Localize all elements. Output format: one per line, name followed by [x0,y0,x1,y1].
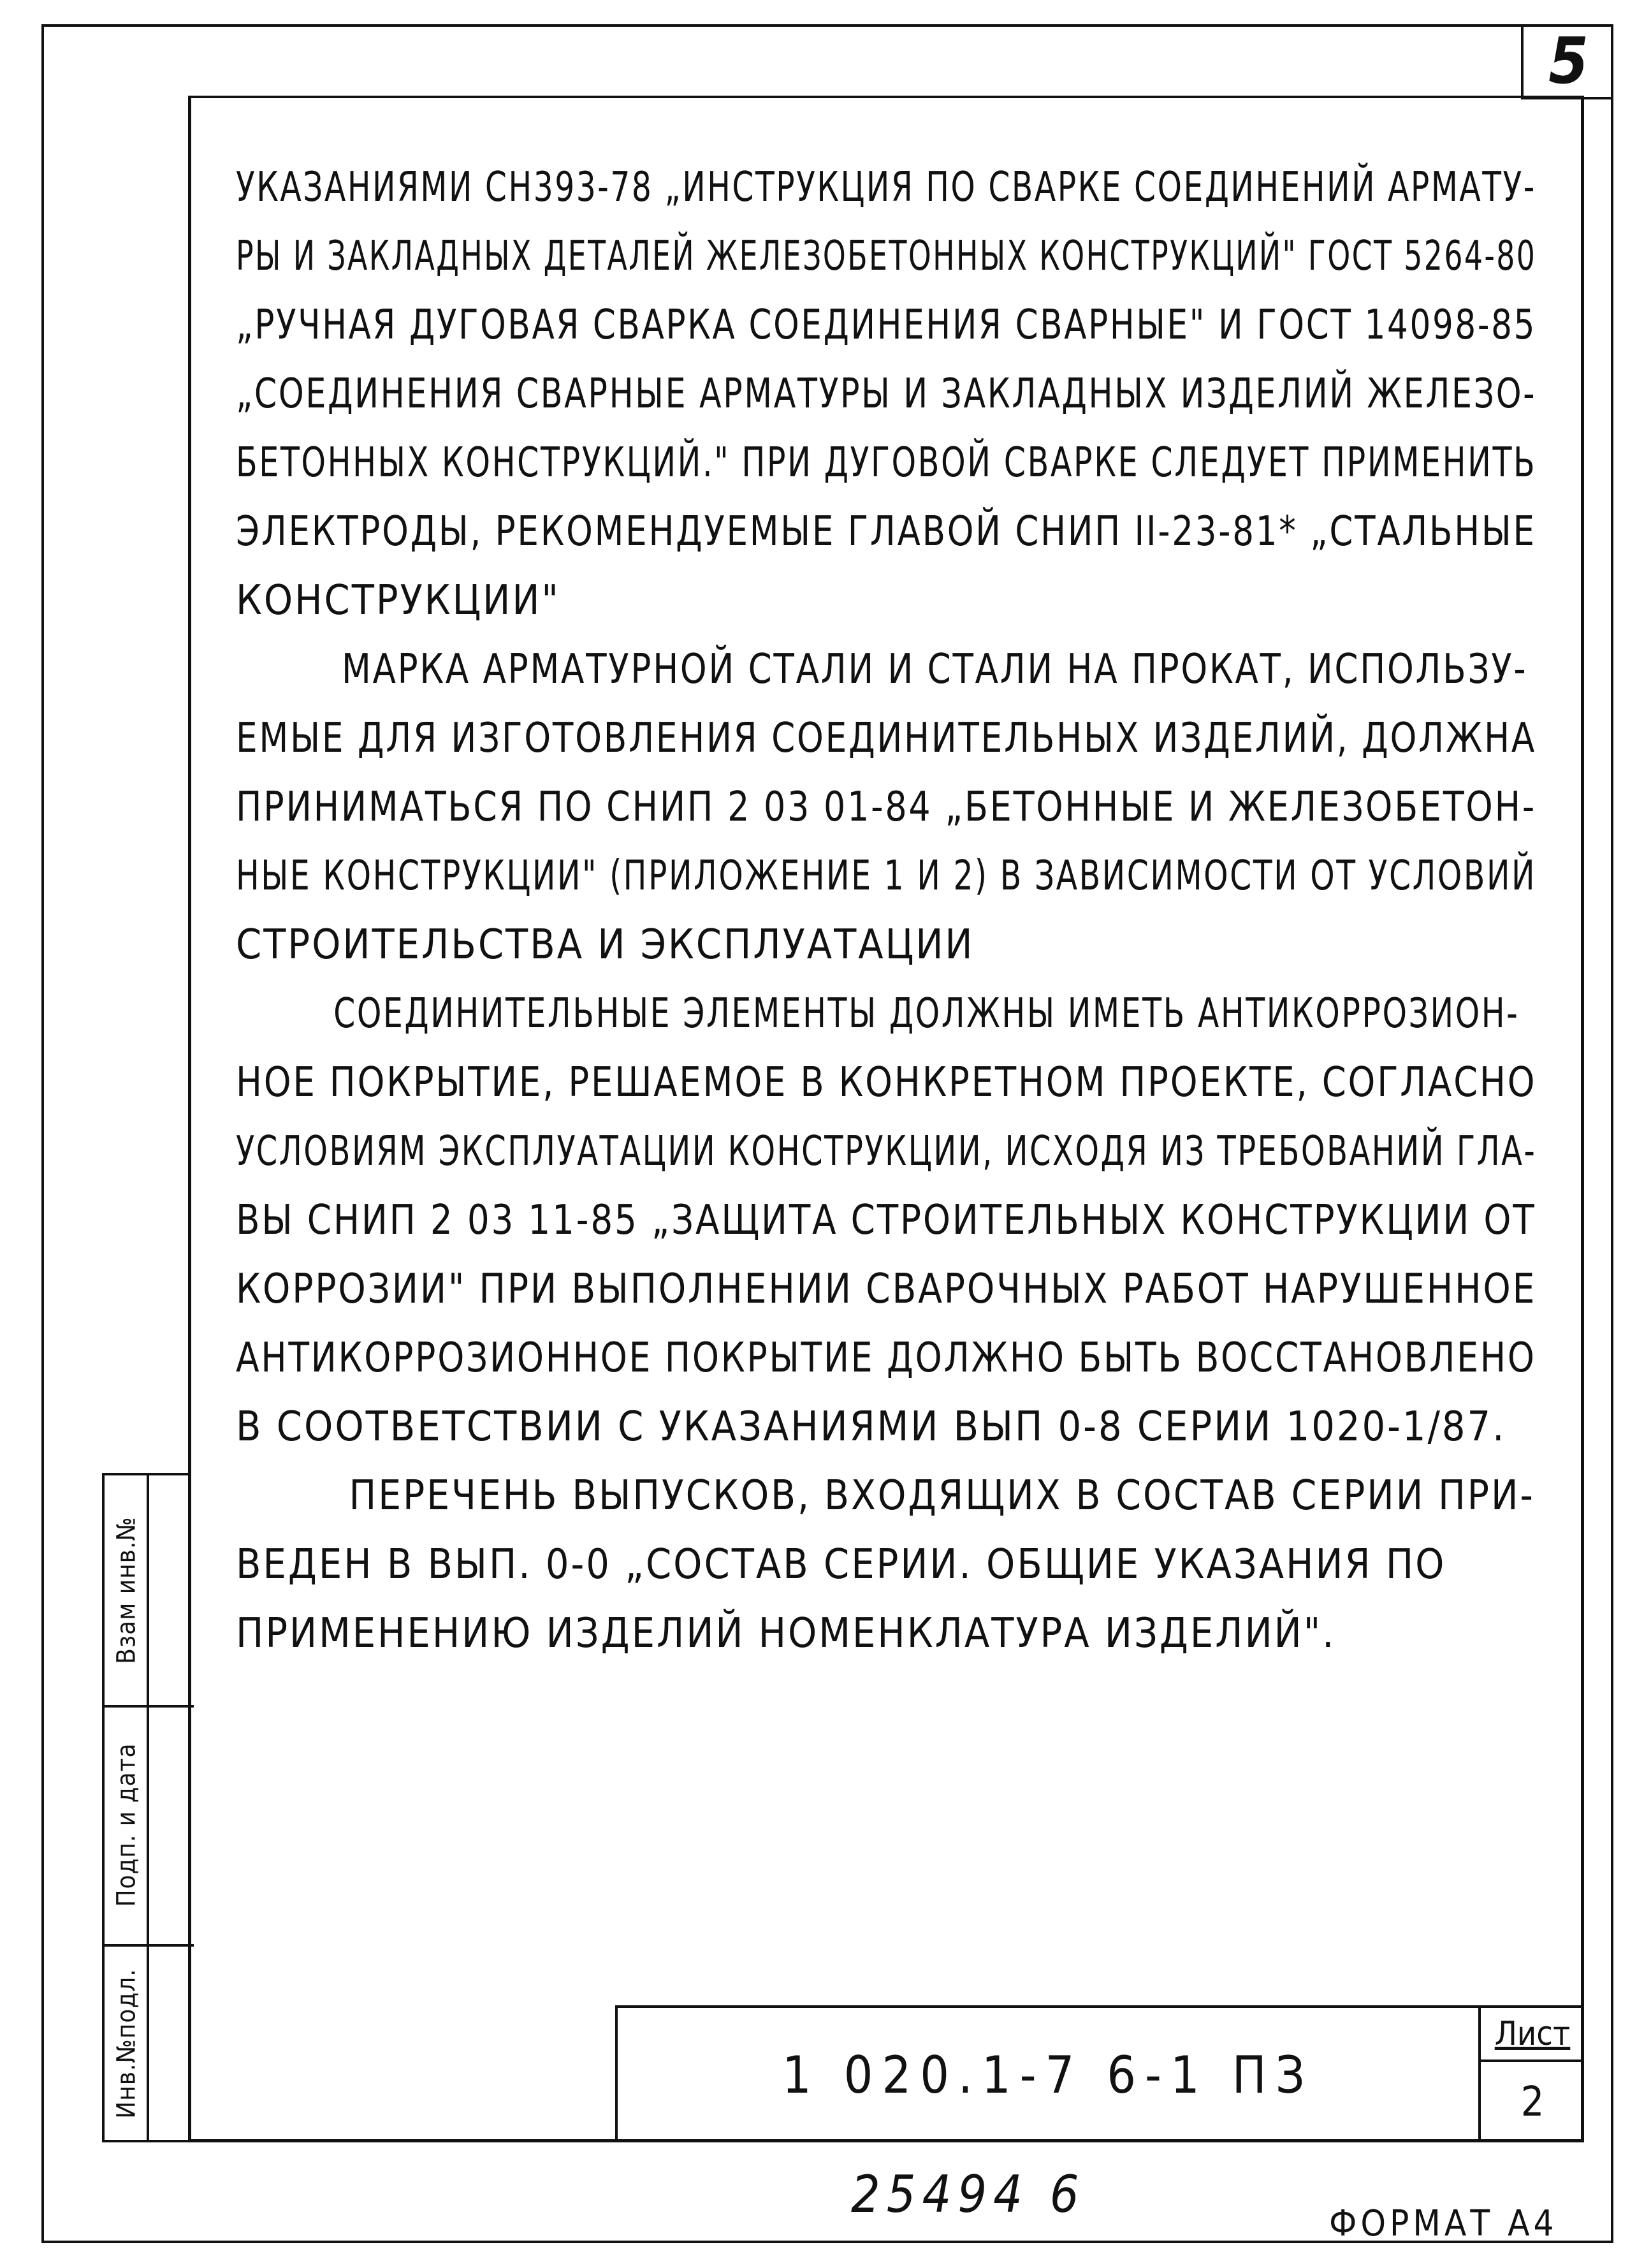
sheet-label: Лист [1481,2008,1584,2062]
text-line: АНТИКОРРОЗИОННОЕ ПОКРЫТИЕ ДОЛЖНО БЫТЬ ВОССТАНОВЛЕНО [236,1335,1536,1382]
text-line: УКАЗАНИЯМИ СН393-78 „ИНСТРУКЦИЯ ПО СВАРКЕ СОЕДИНЕНИЙ АРМАТУ- [236,164,1536,211]
text-line: КОРРОЗИИ" ПРИ ВЫПОЛНЕНИИ СВАРОЧНЫХ РАБОТ НАРУШЕННОЕ [236,1266,1537,1313]
text-line: КОНСТРУКЦИИ" [236,577,560,624]
text-line: ПЕРЕЧЕНЬ ВЫПУСКОВ, ВХОДЯЩИХ В СОСТАВ СЕРИИ ПРИ- [349,1472,1535,1519]
format-label: ФОРМАТ А4 [1329,2203,1558,2244]
text-line: ПРИНИМАТЬСЯ ПО СНИП 2 03 01-84 „БЕТОННЫЕ И ЖЕЛЕЗОБЕТОН- [236,784,1537,831]
text-line: НЫЕ КОНСТРУКЦИИ" (ПРИЛОЖЕНИЕ 1 И 2) В ЗАВИСИМОСТИ ОТ УСЛОВИЙ [236,852,1537,900]
inv-podl-label: Инв.№подл. [112,1968,142,2119]
body-text [236,153,1536,1668]
text-line: МАРКА АРМАТУРНОЙ СТАЛИ И СТАЛИ НА ПРОКАТ, ИСПОЛЬЗУ- [341,646,1528,693]
text-line: ВЫ СНИП 2 03 11-85 „ЗАЩИТА СТРОИТЕЛЬНЫХ КОНСТРУКЦИИ ОТ [236,1197,1536,1244]
text-line: УСЛОВИЯМ ЭКСПЛУАТАЦИИ КОНСТРУКЦИИ, ИСХОДЯ ИЗ ТРЕБОВАНИЙ ГЛА- [236,1128,1537,1175]
text-line: СОЕДИНИТЕЛЬНЫЕ ЭЛЕМЕНТЫ ДОЛЖНЫ ИМЕТЬ АНТИКОРРОЗИОН- [333,990,1520,1037]
text-line: РЫ И ЗАКЛАДНЫХ ДЕТАЛЕЙ ЖЕЛЕЗОБЕТОННЫХ КОНСТРУКЦИЙ" ГОСТ 5264-80 [236,233,1537,280]
side-stamp [102,1473,191,2142]
text-line: ВЕДЕН В ВЫП. 0-0 „СОСТАВ СЕРИИ. ОБЩИЕ УКАЗАНИЯ ПО [236,1541,1446,1588]
text-line: ЭЛЕКТРОДЫ, РЕКОМЕНДУЕМЫЕ ГЛАВОЙ СНИП II-23-81* „СТАЛЬНЫЕ [236,508,1536,555]
inventory-number: 25494 6 [851,2165,1086,2224]
title-block [615,2005,1584,2142]
text-line: БЕТОННЫХ КОНСТРУКЦИЙ." ПРИ ДУГОВОЙ СВАРКЕ СЛЕДУЕТ ПРИМЕНИТЬ [236,439,1537,487]
text-line: СТРОИТЕЛЬСТВА И ЭКСПЛУАТАЦИИ [236,921,975,969]
podp-data-label: Подп. и дата [112,1742,142,1907]
text-line: В СООТВЕТСТВИИ С УКАЗАНИЯМИ ВЫП 0-8 СЕРИИ 1020-1/87. [236,1403,1506,1451]
sheet-box [1478,2008,1584,2142]
vzam-inv-label: Взам инв.№ [112,1516,142,1664]
page-number: 5 [1521,24,1613,99]
text-line: НОЕ ПОКРЫТИЕ, РЕШАЕМОЕ В КОНКРЕТНОМ ПРОЕКТЕ, СОГЛАСНО [236,1059,1537,1106]
sheet-number: 2 [1520,2079,1545,2126]
text-line: ЕМЫЕ ДЛЯ ИЗГОТОВЛЕНИЯ СОЕДИНИТЕЛЬНЫХ ИЗДЕЛИЙ, ДОЛЖНА [236,715,1537,762]
text-line: ПРИМЕНЕНИЮ ИЗДЕЛИЙ НОМЕНКЛАТУРА ИЗДЕЛИЙ". [236,1610,1336,1657]
document-designation: 1 020.1-7 6-1 ПЗ [782,2045,1314,2105]
text-line: „СОЕДИНЕНИЯ СВАРНЫЕ АРМАТУРЫ И ЗАКЛАДНЫХ ИЗДЕЛИЙ ЖЕЛЕЗО- [236,370,1537,418]
text-line: „РУЧНАЯ ДУГОВАЯ СВАРКА СОЕДИНЕНИЯ СВАРНЫЕ" И ГОСТ 14098-85 [236,302,1537,349]
